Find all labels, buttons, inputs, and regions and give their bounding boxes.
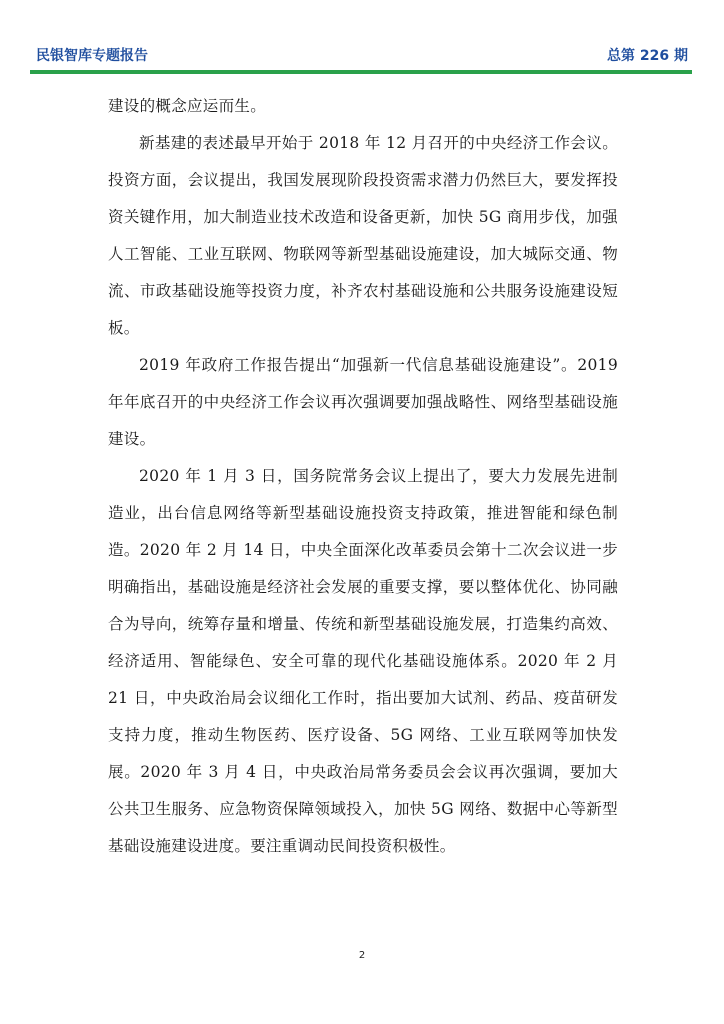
report-series-title: 民银智库专题报告 bbox=[36, 48, 148, 64]
page-number: 2 bbox=[358, 950, 366, 961]
paragraph: 新基建的表述最早开始于 2018 年 12 月召开的中央经济工作会议。投资方面，会议提出，我国发展现阶段投资需求潜力仍然巨大，要发挥投资关键作用，加大制造业技术改造和设备更新，加快 5G 商用步伐，加强人工智能、工业互联网、物联网等新型基础设施建设，加大城际交通、物流、市政基础设施等投资力度，补齐农村基础设施和公共服务设施建设短板。 bbox=[108, 134, 618, 337]
paragraph-continuation: 建设的概念应运而生。 bbox=[108, 97, 267, 115]
page-header bbox=[36, 46, 688, 66]
header-divider bbox=[30, 70, 692, 74]
paragraph: 2019 年政府工作报告提出“加强新一代信息基础设施建设”。2019 年年底召开的中央经济工作会议再次强调要加强战略性、网络型基础设施建设。 bbox=[108, 356, 618, 448]
issue-number: 总第 226 期 bbox=[607, 48, 688, 64]
paragraph: 2020 年 1 月 3 日，国务院常务会议上提出了，要大力发展先进制造业，出台信息网络等新型基础设施投资支持政策，推进智能和绿色制造。2020 年 2 月 14 日，中央全面深化改革委员会第十二次会议进一步明确指出，基础设施是经济社会发展的重要支撑，要以整体优化、协同融合为导向，统筹存量和增量、传统和新型基础设施发展，打造集约高效、经济适用、智能绿色、安全可靠的现代化基础设施体系。2020 年 2 月 21 日，中央政治局会议细化工作时，指出要加大试剂、药品、疫苗研发支持力度，推动生物医药、医疗设备、5G 网络、工业互联网等加快发展。2020 年 3 月 4 日，中央政治局常务委员会会议再次强调，要加大公共卫生服务、应急物资保障领域投入，加快 5G 网络、数据中心等新型基础设施建设进度。要注重调动民间投资积极性。 bbox=[108, 467, 618, 855]
body-text bbox=[108, 88, 618, 865]
